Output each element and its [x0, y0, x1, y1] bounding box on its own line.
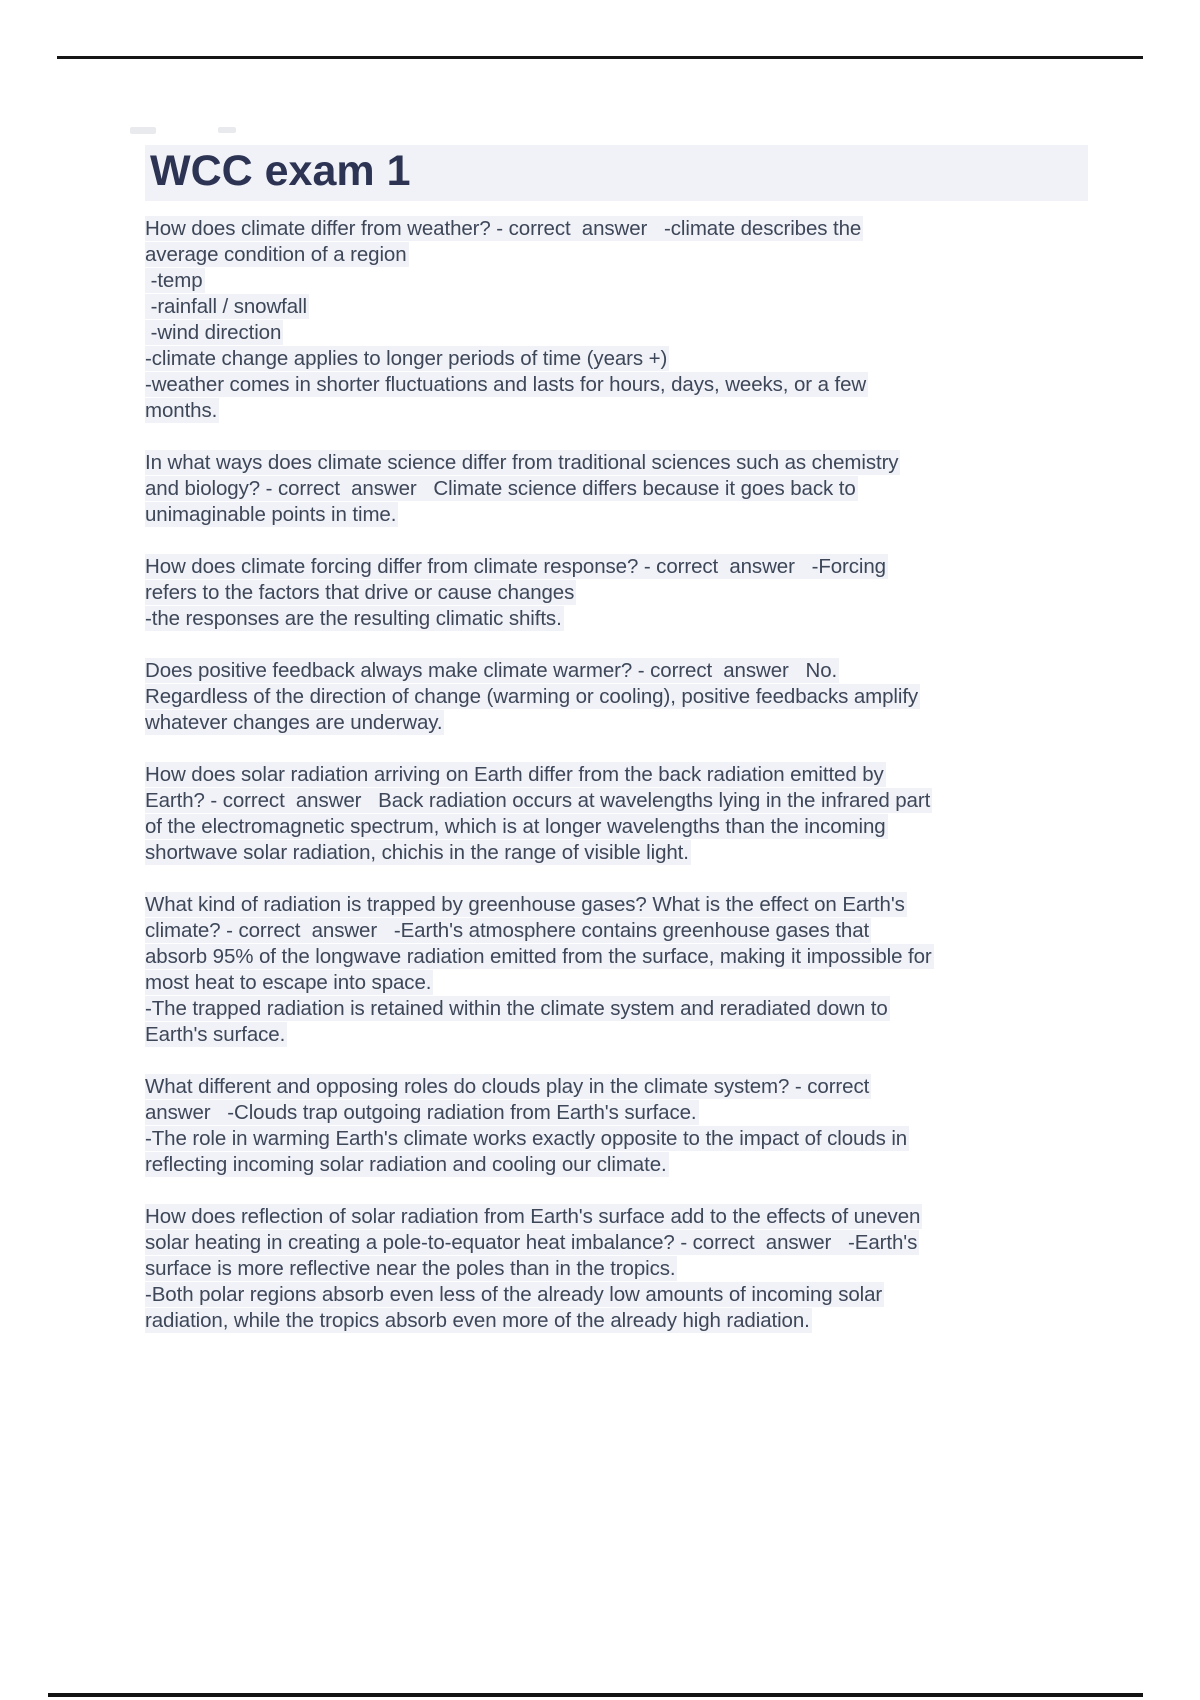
text-line: [145, 1152, 1075, 1178]
text-line: [145, 320, 1075, 346]
text-line: [145, 1126, 1075, 1152]
highlighted-text: surface is more reflective near the poles than in the tropics.: [145, 1257, 676, 1280]
highlighted-text: How does solar radiation arriving on Earth differ from the back radiation emitted by: [145, 763, 884, 786]
highlighted-text: -the responses are the resulting climatic shifts.: [145, 607, 562, 630]
text-line: [145, 944, 1075, 970]
highlighted-text: What kind of radiation is trapped by greenhouse gases? What is the effect on Earth's: [145, 893, 905, 916]
bottom-rule: [48, 1693, 1143, 1697]
highlighted-text: Regardless of the direction of change (warming or cooling), positive feedbacks amplify: [145, 685, 919, 708]
text-line: [145, 1074, 1075, 1100]
scan-artifact: [130, 127, 156, 134]
text-line: [145, 1022, 1075, 1048]
highlighted-text: What different and opposing roles do clouds play in the climate system? - correct: [145, 1075, 870, 1098]
highlighted-text: Does positive feedback always make climate warmer? - correct answer No.: [145, 659, 838, 682]
highlighted-text: -climate change applies to longer periods of time (years +): [145, 347, 668, 370]
highlighted-text: whatever changes are underway.: [145, 711, 443, 734]
highlighted-text: radiation, while the tropics absorb even more of the already high radiation.: [145, 1309, 810, 1332]
highlighted-text: of the electromagnetic spectrum, which is at longer wavelengths than the incoming: [145, 815, 886, 838]
text-line: [145, 294, 1075, 320]
paragraph: [145, 658, 1075, 736]
text-line: [145, 242, 1075, 268]
highlighted-text: How does reflection of solar radiation from Earth's surface add to the effects of uneven: [145, 1205, 921, 1228]
highlighted-text: In what ways does climate science differ from traditional sciences such as chemistry: [145, 451, 899, 474]
text-line: [145, 580, 1075, 606]
title-highlight-block: [145, 145, 1088, 201]
text-line: [145, 684, 1075, 710]
text-line: [145, 346, 1075, 372]
highlighted-text: -temp: [145, 269, 203, 292]
text-line: [145, 268, 1075, 294]
highlighted-text: -Both polar regions absorb even less of the already low amounts of incoming solar: [145, 1283, 883, 1306]
highlighted-text: -The role in warming Earth's climate works exactly opposite to the impact of clouds in: [145, 1127, 908, 1150]
highlighted-text: unimaginable points in time.: [145, 503, 397, 526]
highlighted-text: months.: [145, 399, 218, 422]
text-line: [145, 788, 1075, 814]
highlighted-text: How does climate forcing differ from climate response? - correct answer -Forcing: [145, 555, 886, 578]
paragraph: [145, 450, 1075, 528]
highlighted-text: answer -Clouds trap outgoing radiation from Earth's surface.: [145, 1101, 697, 1124]
highlighted-text: -wind direction: [145, 321, 282, 344]
highlighted-text: most heat to escape into space.: [145, 971, 432, 994]
highlighted-text: How does climate differ from weather? - correct answer -climate describes the: [145, 217, 862, 240]
highlighted-text: climate? - correct answer -Earth's atmosphere contains greenhouse gases that: [145, 919, 870, 942]
highlighted-text: -weather comes in shorter fluctuations and lasts for hours, days, weeks, or a few: [145, 373, 867, 396]
highlighted-text: reflecting incoming solar radiation and cooling our climate.: [145, 1153, 667, 1176]
highlighted-text: and biology? - correct answer Climate science differs because it goes back to: [145, 477, 856, 500]
text-line: [145, 892, 1075, 918]
highlighted-text: average condition of a region: [145, 243, 407, 266]
text-line: [145, 814, 1075, 840]
text-line: [145, 918, 1075, 944]
paragraph: [145, 216, 1075, 424]
text-line: [145, 710, 1075, 736]
text-line: [145, 450, 1075, 476]
text-line: [145, 476, 1075, 502]
highlighted-text: solar heating in creating a pole-to-equator heat imbalance? - correct answer -Earth's: [145, 1231, 918, 1254]
scan-artifact: [218, 127, 236, 133]
text-line: [145, 216, 1075, 242]
text-line: [145, 762, 1075, 788]
top-rule: [57, 56, 1143, 59]
text-line: [145, 372, 1075, 398]
text-line: [145, 1230, 1075, 1256]
paragraph: [145, 1204, 1075, 1334]
text-line: [145, 1308, 1075, 1334]
page-title: WCC exam 1: [150, 147, 411, 195]
text-line: [145, 1256, 1075, 1282]
highlighted-text: shortwave solar radiation, chichis in the range of visible light.: [145, 841, 689, 864]
text-line: [145, 606, 1075, 632]
text-line: [145, 1204, 1075, 1230]
text-line: [145, 658, 1075, 684]
highlighted-text: absorb 95% of the longwave radiation emitted from the surface, making it impossible for: [145, 945, 932, 968]
paragraph: [145, 1074, 1075, 1178]
highlighted-text: -rainfall / snowfall: [145, 295, 307, 318]
paragraph: [145, 892, 1075, 1048]
text-line: [145, 398, 1075, 424]
text-line: [145, 502, 1075, 528]
text-line: [145, 970, 1075, 996]
highlighted-text: refers to the factors that drive or cause changes: [145, 581, 575, 604]
text-line: [145, 996, 1075, 1022]
document-body: [145, 216, 1075, 1360]
text-line: [145, 554, 1075, 580]
paragraph: [145, 762, 1075, 866]
text-line: [145, 1100, 1075, 1126]
text-line: [145, 1282, 1075, 1308]
text-line: [145, 840, 1075, 866]
highlighted-text: -The trapped radiation is retained within the climate system and reradiated down to: [145, 997, 888, 1020]
highlighted-text: Earth? - correct answer Back radiation occurs at wavelengths lying in the infrared part: [145, 789, 931, 812]
paragraph: [145, 554, 1075, 632]
highlighted-text: Earth's surface.: [145, 1023, 286, 1046]
